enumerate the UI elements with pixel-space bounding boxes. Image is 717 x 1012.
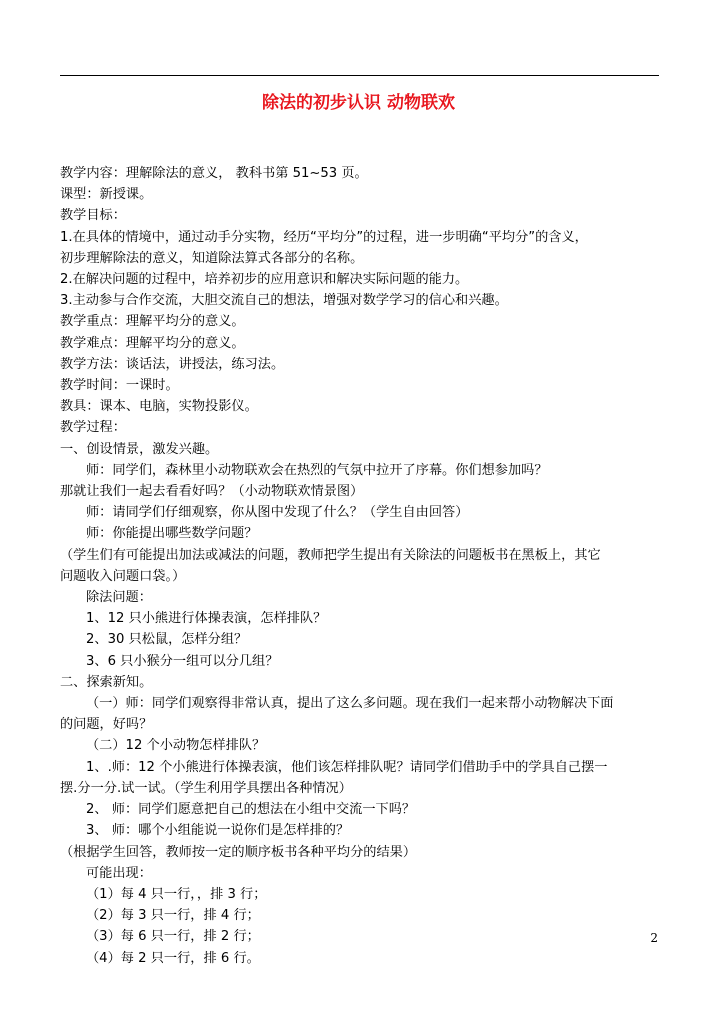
paragraph: 初步理解除法的意义，知道除法算式各部分的名称。: [60, 250, 364, 266]
list-item: （3）每 6 只一行，排 2 行；: [86, 929, 260, 945]
document-body: [60, 163, 660, 969]
list-item: 2、 师：同学们愿意把自己的想法在小组中交流一下吗？: [86, 802, 416, 818]
page-number: 2: [650, 931, 658, 945]
paragraph: 问题收入问题口袋。）: [60, 568, 186, 584]
paragraph: 教学过程：: [60, 420, 126, 436]
paragraph: 教学重点：理解平均分的意义。: [60, 314, 245, 330]
paragraph: 师：同学们，森林里小动物联欢会在热烈的气氛中拉开了序幕。你们想参加吗？: [86, 462, 548, 478]
paragraph: 除法问题：: [86, 590, 152, 606]
paragraph: （二）12 个小动物怎样排队？: [86, 738, 266, 754]
header-rule: [60, 75, 659, 76]
document-title: 除法的初步认识 动物联欢: [262, 93, 455, 113]
paragraph: 教具：课本、电脑，实物投影仪。: [60, 399, 258, 415]
list-item: 1、.师：12 个小熊进行体操表演，他们该怎样排队呢？请同学们借助手中的学具自己摆一: [86, 759, 608, 775]
paragraph: 教学内容：理解除法的意义， 教科书第 51~53 页。: [60, 166, 368, 181]
list-item: （1）每 4 只一行，，排 3 行；: [86, 886, 267, 902]
list-item: 2、30 只松鼠，怎样分组？: [86, 632, 248, 648]
paragraph: 2.在解决问题的过程中，培养初步的应用意识和解决实际问题的能力。: [60, 272, 469, 288]
list-item: 1、12 只小熊进行体操表演，怎样排队？: [86, 611, 327, 627]
paragraph: 的问题，好吗？: [60, 717, 153, 733]
paragraph: 教学难点：理解平均分的意义。: [60, 335, 245, 351]
paragraph: 摆.分一分.试一试。（学生利用学具摆出各种情况）: [60, 780, 352, 796]
list-item: （2）每 3 只一行，排 4 行；: [86, 908, 260, 924]
paragraph: 可能出现：: [86, 865, 152, 881]
list-item: 3、6 只小猴分一组可以分几组？: [86, 653, 279, 669]
paragraph: 师：请同学们仔细观察，你从图中发现了什么？（学生自由回答）: [86, 505, 469, 521]
paragraph: （一）师：同学们观察得非常认真，提出了这么多问题。现在我们一起来帮小动物解决下面: [86, 696, 614, 712]
list-item: （4）每 2 只一行，排 6 行。: [86, 950, 260, 966]
paragraph: 教学方法：谈话法，讲授法，练习法。: [60, 356, 285, 372]
paragraph: 那就让我们一起去看看好吗？（小动物联欢情景图）: [60, 484, 364, 500]
paragraph: 1.在具体的情境中，通过动手分实物，经历“平均分”的过程，进一步明确“平均分”的含义，: [60, 229, 588, 245]
paragraph: 师：你能提出哪些数学问题？: [86, 526, 258, 542]
section-heading: 二、探索新知。: [60, 674, 153, 690]
paragraph: （根据学生回答，教师按一定的顺序板书各种平均分的结果）: [60, 844, 417, 860]
paragraph: 教学目标：: [60, 208, 126, 224]
paragraph: 教学时间：一课时。: [60, 378, 179, 394]
paragraph: 3.主动参与合作交流，大胆交流自己的想法，增强对数学学习的信心和兴趣。: [60, 293, 508, 309]
paragraph: 课型：新授课。: [60, 187, 153, 203]
list-item: 3、 师：哪个小组能说一说你们是怎样排的？: [86, 823, 350, 839]
paragraph: （学生们有可能提出加法或减法的问题，教师把学生提出有关除法的问题板书在黑板上，其它: [60, 547, 601, 563]
section-heading: 一、创设情景，激发兴趣。: [60, 441, 219, 457]
